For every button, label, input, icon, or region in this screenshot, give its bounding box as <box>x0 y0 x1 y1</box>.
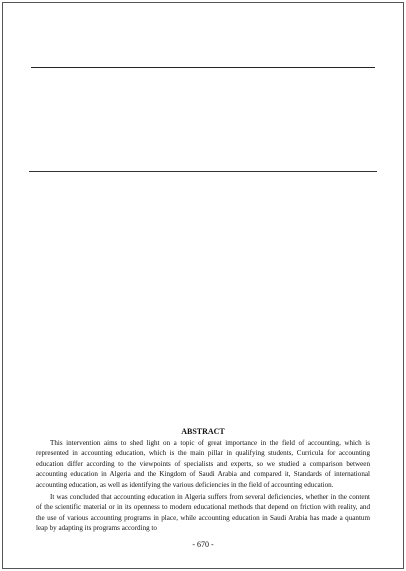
english-abstract-paragraph: It was concluded that accounting education in Algeria suffers from several deficiencies, whether in the content of the scientific material or in its openness to modern educational methods that depend on friction with reality, and the use of various accounting programs in place, while accounting education in Saudi Arabia has made a quantum leap by adapting its programs according to <box>36 493 370 533</box>
page-number: - 670 - <box>192 540 214 549</box>
english-abstract-heading: ABSTRACT <box>181 427 225 436</box>
conference-theme <box>3 23 403 32</box>
author-affiliation <box>27 150 377 160</box>
header-rule <box>31 67 375 68</box>
author-affiliation <box>27 134 377 144</box>
english-abstract-paragraph: This intervention aims to shed light on a topic of great importance in the field of accounting, which is represented in accounting education, which is the main pillar in qualifying students, Curricula for accounting education differ according to the viewpoints of specialists and experts, so we studied a comparison between accounting education in Algeria and the Kingdom of Saudi Arabia and compared it, Standards of international accounting education, as well as identifying the various deficiencies in the field of accounting education. <box>36 439 370 489</box>
section-divider <box>29 171 377 172</box>
conference-name <box>3 13 403 23</box>
paper-page <box>2 2 404 569</box>
paper-authors <box>33 120 373 131</box>
english-abstract <box>36 438 370 536</box>
conference-date-isbn <box>43 56 363 64</box>
paper-title <box>33 100 373 113</box>
arabic-abstract <box>29 208 377 413</box>
arabic-abstract-heading <box>3 191 403 203</box>
conference-header <box>3 13 403 75</box>
